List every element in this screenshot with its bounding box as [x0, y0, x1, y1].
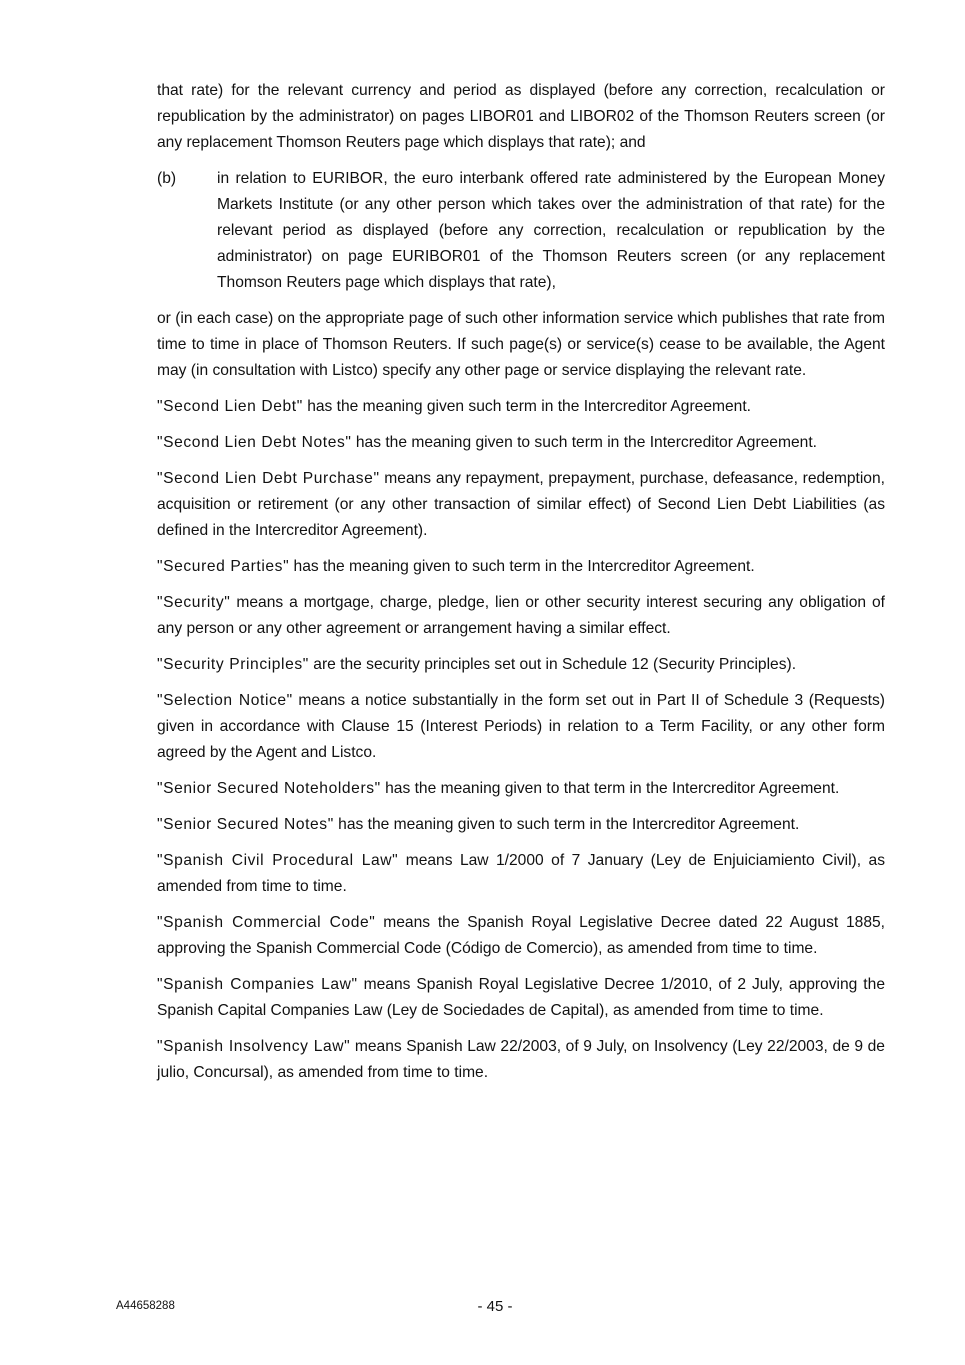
tail-paragraph: or (in each case) on the appropriate page of such other information service which publishes that rate from time to time in place of Thomson Reuters. If such page(s) or service(s) cease to be available, the Agent may (in consultation with Listco) specify any other page or service displaying the relevant rate.: [157, 310, 885, 379]
definition-text: are the security principles set out in Schedule 12 (Security Principles).: [308, 656, 797, 673]
definition-paragraph: [157, 466, 885, 544]
definition-paragraph: [157, 430, 885, 456]
definition-term: "Security Principles": [157, 656, 309, 673]
page-number: - 45 -: [477, 1298, 513, 1315]
definitions-list: [157, 394, 885, 1086]
definition-text: means a notice substantially in the form set out in Part II of Schedule 3 (Requests) given in accordance with Clause 15 (Interest Periods) in relation to a Term Facility, or any other form agreed by the Agent and Listco.: [157, 692, 885, 761]
definition-paragraph: [157, 910, 885, 962]
definition-paragraph: [157, 554, 885, 580]
definition-text: means Spanish Royal Legislative Decree 1/2010, of 2 July, approving the Spanish Capital Companies Law (Ley de Sociedades de Capital), as amended from time to time.: [157, 976, 885, 1019]
definition-paragraph: [157, 652, 885, 678]
list-item-text: in relation to EURIBOR, the euro interbank offered rate administered by the European Money Markets Institute (or any other person which takes over the administration of that rate) for the relevant period as displayed (before any correction, recalculation or republication by the administrator) on page EURIBOR01 of the Thomson Reuters screen (or any replacement Thomson Reuters page which displays that rate),: [217, 170, 885, 291]
definition-term: "Spanish Commercial Code": [157, 914, 376, 931]
list-item-b: [157, 166, 885, 296]
definition-text: means Spanish Law 22/2003, of 9 July, on Insolvency (Ley 22/2003, de 9 de julio, Concursal), as amended from time to time.: [157, 1038, 885, 1081]
document-reference: A44658288: [116, 1300, 175, 1312]
definition-paragraph: [157, 394, 885, 420]
document-body: [157, 78, 885, 1096]
continuation-paragraph: that rate) for the relevant currency and period as displayed (before any correction, recalculation or republication by the administrator) on pages LIBOR01 and LIBOR02 of the Thomson Reuters screen (or any replacement Thomson Reuters page which displays that rate); and: [157, 82, 885, 151]
definition-paragraph: [157, 688, 885, 766]
definition-text: means Law 1/2000 of 7 January (Ley de Enjuiciamiento Civil), as amended from time to time.: [157, 852, 885, 895]
definition-term: "Secured Parties": [157, 558, 290, 575]
definition-term: "Second Lien Debt": [157, 398, 303, 415]
definition-text: has the meaning given to that term in the Intercreditor Agreement.: [380, 780, 840, 797]
definition-paragraph: [157, 972, 885, 1024]
definition-text: means any repayment, prepayment, purchase, defeasance, redemption, acquisition or retirement (or any other transaction of similar effect) of Second Lien Debt Liabilities (as defined in the Intercreditor Agreement).: [157, 470, 885, 539]
definition-paragraph: [157, 812, 885, 838]
definition-text: means the Spanish Royal Legislative Decree dated 22 August 1885, approving the Spanish Commercial Code (Código de Comercio), as amended from time to time.: [157, 914, 885, 957]
definition-text: has the meaning given to such term in the Intercreditor Agreement.: [351, 434, 817, 451]
definition-text: means a mortgage, charge, pledge, lien or other security interest securing any obligation of any person or any other agreement or arrangement having a similar effect.: [157, 594, 885, 637]
definition-term: "Spanish Civil Procedural Law": [157, 852, 399, 869]
definition-term: "Second Lien Debt Notes": [157, 434, 352, 451]
definition-text: has the meaning given such term in the Intercreditor Agreement.: [302, 398, 751, 415]
list-item-label: (b): [157, 170, 177, 187]
definition-text: has the meaning given to such term in the Intercreditor Agreement.: [333, 816, 800, 833]
definition-paragraph: [157, 848, 885, 900]
definition-paragraph: [157, 590, 885, 642]
definition-term: "Spanish Companies Law": [157, 976, 358, 993]
definition-paragraph: [157, 1034, 885, 1086]
definition-term: "Senior Secured Notes": [157, 816, 334, 833]
definition-term: "Spanish Insolvency Law": [157, 1038, 351, 1055]
definition-paragraph: [157, 776, 885, 802]
definition-term: "Selection Notice": [157, 692, 293, 709]
definition-text: has the meaning given to such term in the Intercreditor Agreement.: [289, 558, 755, 575]
definition-term: "Senior Secured Noteholders": [157, 780, 381, 797]
definition-term: "Security": [157, 594, 231, 611]
definition-term: "Second Lien Debt Purchase": [157, 470, 380, 487]
